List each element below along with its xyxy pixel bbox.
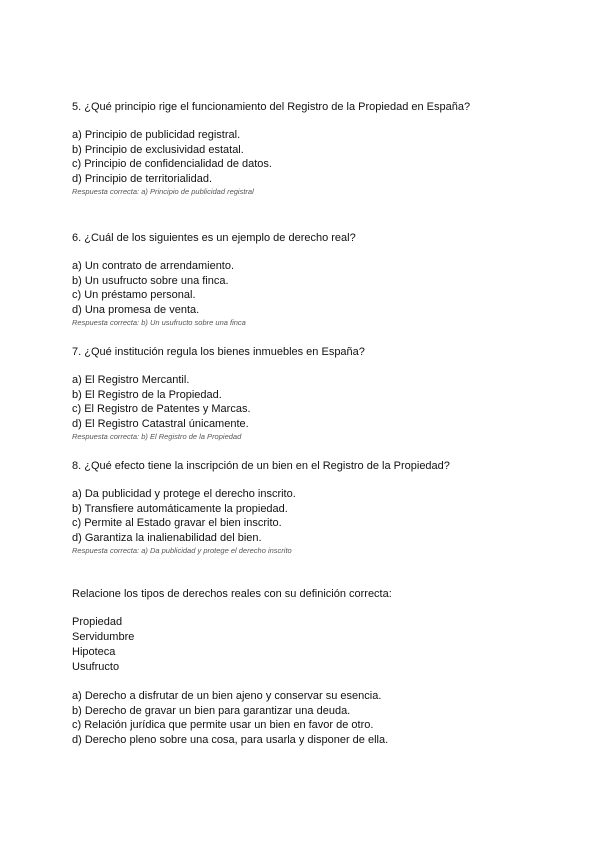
question-text: 7. ¿Qué institución regula los bienes inmuebles en España? [72,346,365,358]
term-item: Usufructo [72,661,120,673]
option-d: d) Una promesa de venta. [72,303,200,316]
option-b: b) El Registro de la Propiedad. [72,388,222,401]
option-a: a) Un contrato de arrendamiento. [72,260,235,272]
definition-c: c) Relación jurídica que permite usar un bien en favor de otro. [72,719,374,731]
question-6 [72,231,552,328]
definition-a: a) Derecho a disfrutar de un bien ajeno y conservar su esencia. [72,690,382,702]
option-d: d) Garantiza la inalienabilidad del bien. [72,531,262,544]
matching-exercise [72,587,552,747]
option-c: c) Principio de confidencialidad de datos. [72,158,272,170]
option-a: a) El Registro Mercantil. [72,374,190,386]
option-a: a) Principio de publicidad registral. [72,129,241,141]
option-list [72,487,552,545]
term-list [72,615,552,675]
correct-answer: Respuesta correcta: a) Da publicidad y protege el derecho inscrito [72,546,292,555]
option-list [72,128,552,186]
option-d: d) El Registro Catastral únicamente. [72,417,249,430]
correct-answer: Respuesta correcta: a) Principio de publicidad registral [72,187,254,196]
option-c: c) El Registro de Patentes y Marcas. [72,403,251,415]
option-b: b) Principio de exclusividad estatal. [72,143,244,156]
option-b: b) Un usufructo sobre una finca. [72,274,229,287]
definition-b: b) Derecho de gravar un bien para garantizar una deuda. [72,704,351,717]
correct-answer: Respuesta correcta: b) El Registro de la Propiedad [72,432,242,441]
option-b: b) Transfiere automáticamente la propiedad. [72,502,288,515]
option-list [72,259,552,317]
option-d: d) Principio de territorialidad. [72,172,213,185]
question-8 [72,459,552,556]
term-item: Hipoteca [72,646,116,658]
option-c: c) Permite al Estado gravar el bien inscrito. [72,517,282,529]
correct-answer: Respuesta correcta: b) Un usufructo sobre una finca [72,318,246,327]
question-5 [72,100,552,197]
option-c: c) Un préstamo personal. [72,289,196,301]
question-7 [72,345,552,442]
matching-prompt: Relacione los tipos de derechos reales con su definición correcta: [72,588,392,600]
term-item: Servidumbre [72,631,135,643]
question-text: 5. ¿Qué principio rige el funcionamiento del Registro de la Propiedad en España? [72,101,471,113]
question-text: 8. ¿Qué efecto tiene la inscripción de un bien en el Registro de la Propiedad? [72,460,450,472]
definition-list [72,689,552,747]
definition-d: d) Derecho pleno sobre una cosa, para usarla y disponer de ella. [72,733,389,746]
term-item: Propiedad [72,616,123,628]
option-list [72,373,552,431]
option-a: a) Da publicidad y protege el derecho inscrito. [72,488,296,500]
question-text: 6. ¿Cuál de los siguientes es un ejemplo de derecho real? [72,232,356,244]
